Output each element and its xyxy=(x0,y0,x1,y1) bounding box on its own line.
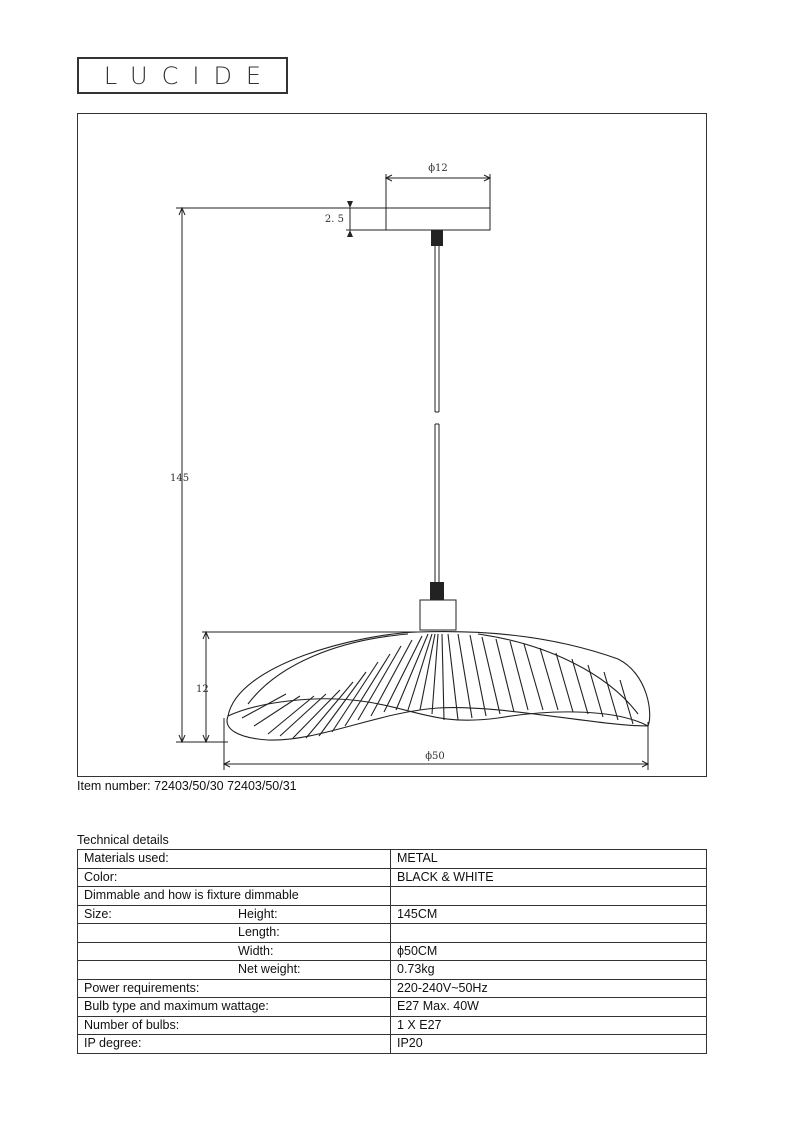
table-row xyxy=(78,868,707,887)
table-row xyxy=(78,924,707,943)
canopy-shape xyxy=(386,208,490,230)
row-label: Color: xyxy=(84,869,118,884)
row-value: 220-240V~50Hz xyxy=(391,979,707,998)
row-sublabel: Width: xyxy=(238,943,274,958)
table-row xyxy=(78,1016,707,1035)
row-sublabel: Length: xyxy=(238,925,280,939)
row-value: BLACK & WHITE xyxy=(391,868,707,887)
brand-logo xyxy=(77,57,288,94)
row-value: METAL xyxy=(391,850,707,869)
row-label: Number of bulbs: xyxy=(84,1017,180,1032)
shade-cage-shape xyxy=(227,632,650,741)
canopy-height-label: 2. 5 xyxy=(324,214,344,225)
row-label: Power requirements: xyxy=(84,980,200,995)
table-row xyxy=(78,998,707,1017)
row-value xyxy=(391,924,707,943)
row-value: 1 X E27 xyxy=(391,1016,707,1035)
row-value: IP20 xyxy=(391,1035,707,1054)
item-number: Item number: 72403/50/30 72403/50/31 xyxy=(77,779,297,793)
row-label: IP degree: xyxy=(84,1036,142,1051)
row-label: Size: xyxy=(84,906,112,921)
row-value xyxy=(391,887,707,906)
holder-socket-shape xyxy=(430,582,444,600)
lamp-drawing-svg xyxy=(78,114,708,778)
canopy-diameter-label: ϕ12 xyxy=(428,163,448,174)
row-value: 0.73kg xyxy=(391,961,707,980)
table-row xyxy=(78,905,707,924)
technical-details-table xyxy=(77,849,707,1054)
shade-diameter-label: ϕ50 xyxy=(425,751,445,762)
row-value: 145CM xyxy=(391,905,707,924)
table-row xyxy=(78,887,707,906)
technical-drawing xyxy=(77,113,707,777)
lamp-holder-shape xyxy=(420,600,456,630)
table-row xyxy=(78,850,707,869)
canopy-socket-shape xyxy=(431,230,443,246)
row-value: E27 Max. 40W xyxy=(391,998,707,1017)
logo-text: LUCIDE xyxy=(103,61,276,90)
shade-height-label: 12 xyxy=(196,684,209,695)
table-row xyxy=(78,979,707,998)
row-label: Bulb type and maximum wattage: xyxy=(84,999,269,1014)
table-row xyxy=(78,961,707,980)
technical-details-title: Technical details xyxy=(77,833,169,847)
table-row xyxy=(78,942,707,961)
row-sublabel: Net weight: xyxy=(238,962,301,976)
row-sublabel: Height: xyxy=(238,906,278,921)
row-label: Materials used: xyxy=(84,851,169,866)
table-row xyxy=(78,1035,707,1054)
row-value: ϕ50CM xyxy=(391,942,707,961)
row-label: Dimmable and how is fixture dimmable xyxy=(84,888,299,903)
total-height-label: 145 xyxy=(170,473,190,484)
